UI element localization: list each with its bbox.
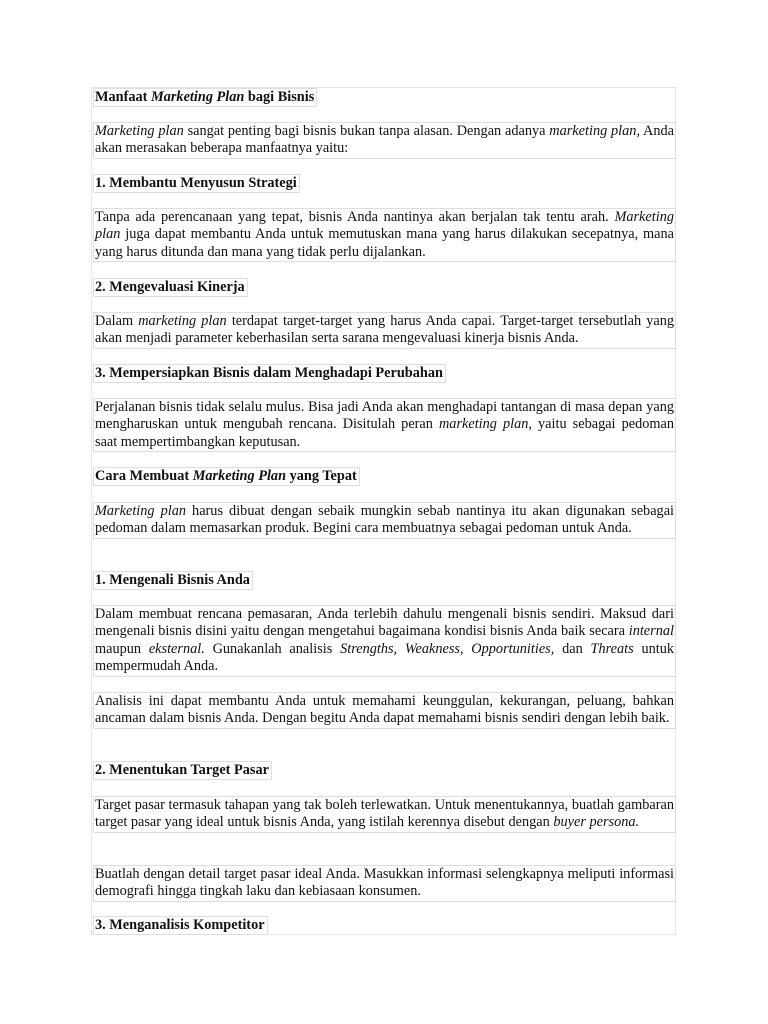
heading-target-pasar: 2. Menentukan Target Pasar bbox=[93, 761, 272, 780]
paragraph-cara: Marketing plan harus dibuat dengan sebaik mungkin sebab nantinya itu akan digunakan sebagai pedoman dalam memasarkan produk. Begini cara membuatnya sebagai pedoman untuk Anda. bbox=[93, 502, 676, 539]
paragraph-strategi: Tanpa ada perencanaan yang tepat, bisnis Anda nantinya akan berjalan tak tentu arah. Marketing plan juga dapat membantu Anda untuk memutuskan mana yang harus dilakukan secepatnya, mana yang harus ditunda dan mana yang tidak perlu dijalankan. bbox=[93, 208, 676, 262]
heading-manfaat: Manfaat Marketing Plan bagi Bisnis bbox=[93, 88, 317, 107]
italic-text: marketing plan, bbox=[549, 123, 641, 139]
heading-perubahan: 3. Mempersiapkan Bisnis dalam Menghadapi Perubahan bbox=[93, 364, 446, 383]
heading-menyusun-strategi: 1. Membantu Menyusun Strategi bbox=[93, 174, 300, 193]
heading-kompetitor: 3. Menganalisis Kompetitor bbox=[93, 916, 268, 935]
heading-mengenali-bisnis: 1. Mengenali Bisnis Anda bbox=[93, 571, 253, 590]
italic-text: internal bbox=[628, 623, 674, 640]
italic-text: marketing plan bbox=[438, 416, 529, 433]
heading-evaluasi-kinerja: 2. Mengevaluasi Kinerja bbox=[93, 278, 248, 297]
paragraph-target-pasar: Target pasar termasuk tahapan yang tak boleh terlewatkan. Untuk menentukannya, buatlah gambaran target pasar yang ideal untuk bisnis Anda, yang istilah kerennya disebut dengan buyer persona. bbox=[93, 796, 676, 833]
italic-text: Marketing Plan bbox=[192, 468, 287, 484]
italic-text: Marketing plan bbox=[95, 123, 184, 139]
paragraph-detail-target: Buatlah dengan detail target pasar ideal Anda. Masukkan informasi selengkapnya meliputi informasi demografi hingga tingkah laku dan kebiasaan konsumen. bbox=[93, 865, 676, 902]
heading-cara-membuat: Cara Membuat Marketing Plan yang Tepat bbox=[93, 467, 360, 486]
paragraph-intro: Marketing plan sangat penting bagi bisnis bukan tanpa alasan. Dengan adanya marketing plan, Anda akan merasakan beberapa manfaatnya yaitu: bbox=[93, 122, 676, 159]
paragraph-mengenali: Dalam membuat rencana pemasaran, Anda terlebih dahulu mengenali bisnis sendiri. Maksud dari mengenali bisnis disini yaitu dengan mengetahui bagaimana kondisi bisnis Anda baik secara internal maupun eksternal. Gunakanlah analisis Strengths, Weakness, Opportunities, dan Threats untuk mempermudah Anda. bbox=[93, 605, 676, 677]
paragraph-kinerja: Dalam marketing plan terdapat target-target yang harus Anda capai. Target-target tersebutlah yang akan menjadi parameter keberhasilan serta sarana mengevaluasi kinerja bisnis Anda. bbox=[93, 312, 676, 349]
paragraph-analisis: Analisis ini dapat membantu Anda untuk memahami keunggulan, kekurangan, peluang, bahkan ancaman dalam bisnis Anda. Dengan begitu Anda dapat memahami bisnis sendiri dengan lebih baik. bbox=[93, 692, 676, 729]
italic-text: marketing plan bbox=[138, 313, 227, 329]
italic-text: buyer persona. bbox=[553, 814, 640, 831]
italic-text: Marketing plan bbox=[95, 503, 187, 519]
italic-text: Marketing plan bbox=[95, 209, 674, 243]
italic-text: Strengths, Weakness, Opportunities, bbox=[340, 640, 555, 657]
italic-text: eksternal. bbox=[148, 640, 205, 657]
italic-text: Threats bbox=[590, 640, 634, 657]
paragraph-perubahan: Perjalanan bisnis tidak selalu mulus. Bisa jadi Anda akan menghadapi tantangan di masa depan yang mengharuskan untuk mengubah rencana. Disitulah peran marketing plan, yaitu sebagai pedoman saat mempertimbangkan keputusan. bbox=[93, 398, 676, 452]
italic-text: Marketing Plan bbox=[151, 89, 245, 105]
